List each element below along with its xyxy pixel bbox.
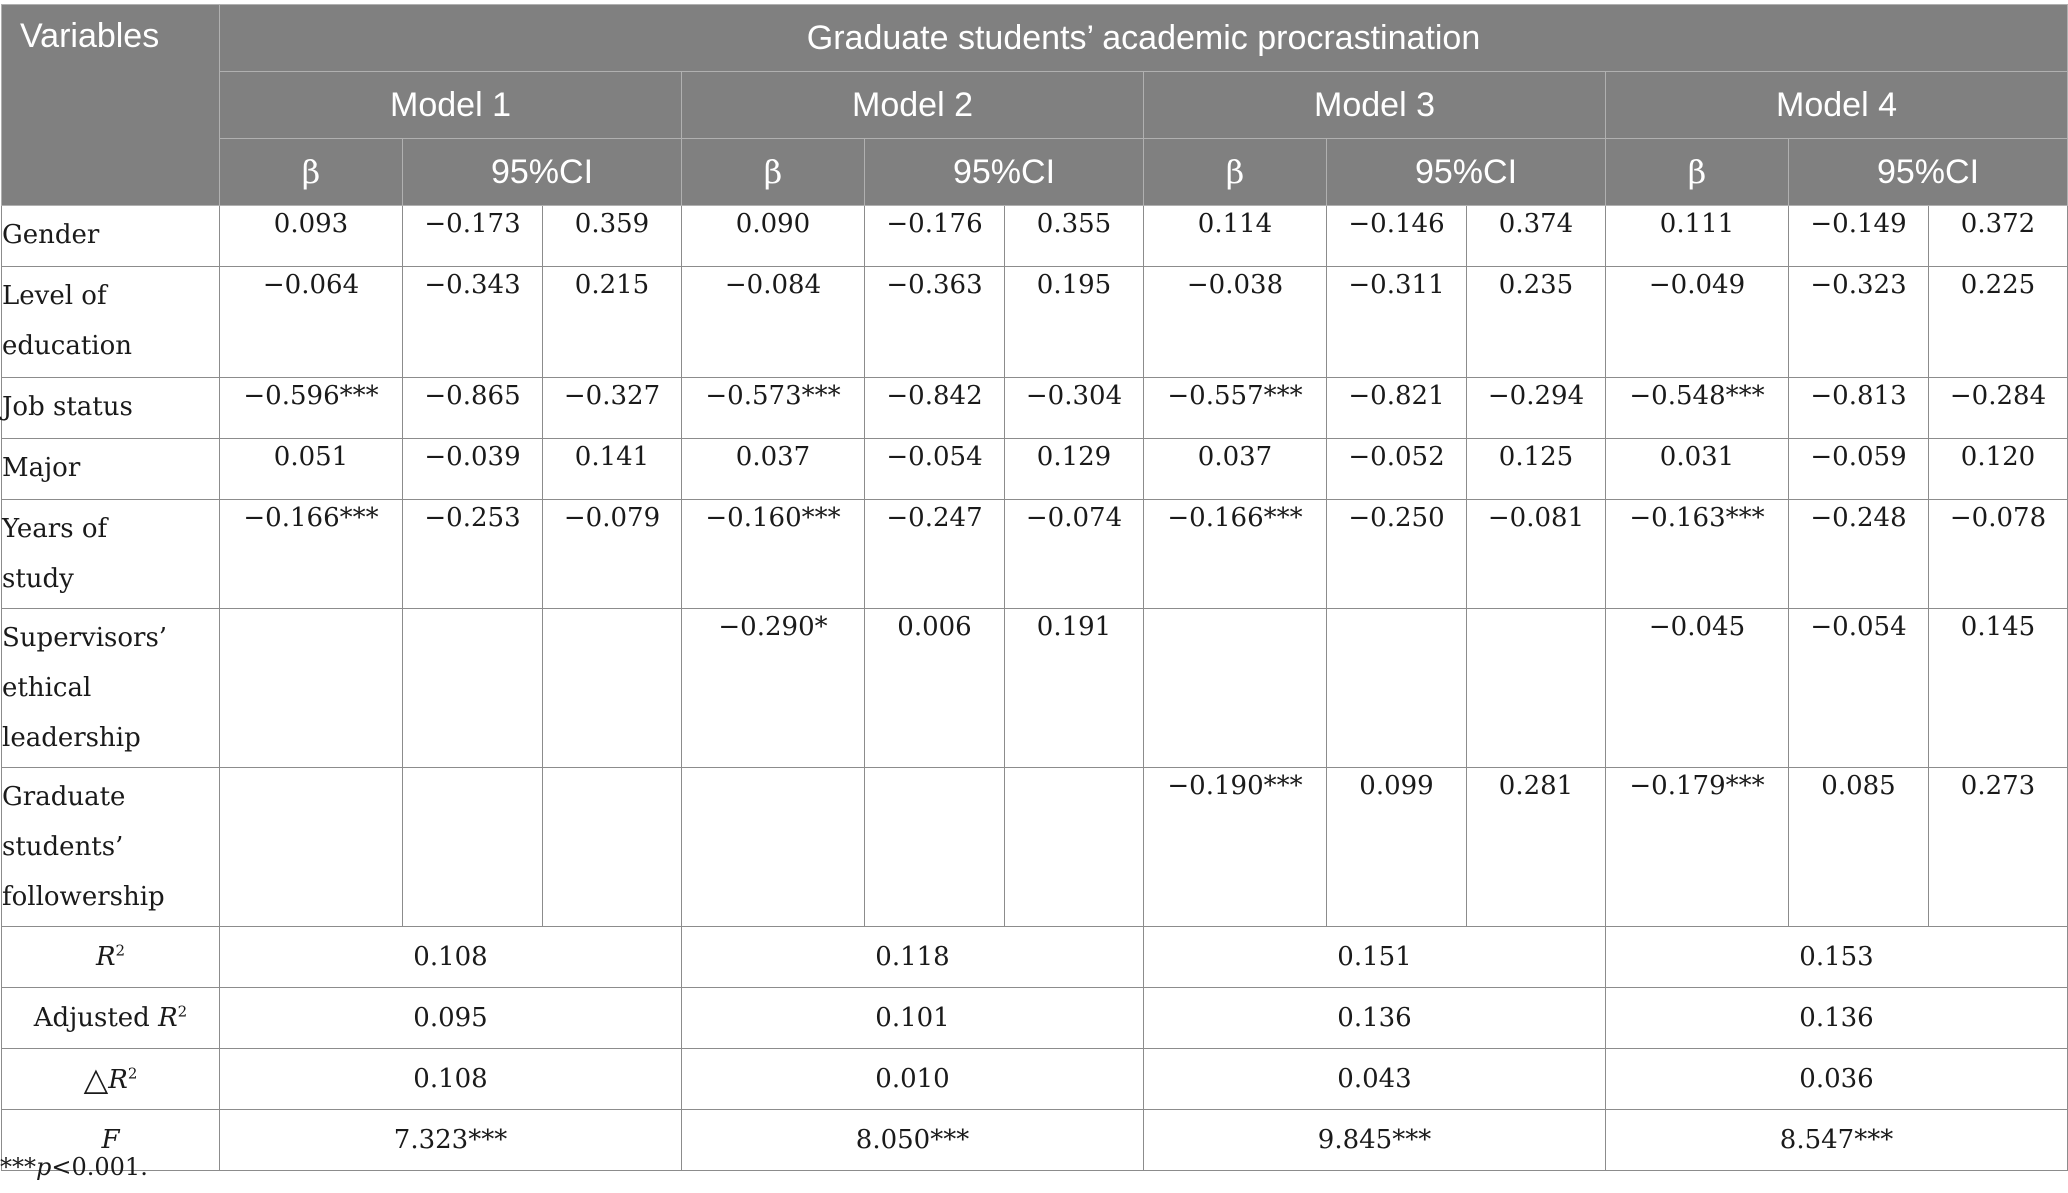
model-header: Model 3 [1144, 72, 1606, 139]
table-cell: −0.813 [1789, 378, 1929, 439]
table-cell: −0.363 [865, 267, 1005, 378]
table-cell: −0.248 [1789, 500, 1929, 609]
stat-cell: 0.108 [220, 927, 682, 988]
table-cell: −0.039 [403, 439, 543, 500]
table-cell [403, 609, 543, 768]
table-cell: 0.355 [1005, 206, 1144, 267]
table-cell: 0.235 [1467, 267, 1606, 378]
row-label: Gender [2, 206, 220, 267]
stat-cell: 0.136 [1606, 988, 2068, 1049]
table-cell: −0.052 [1327, 439, 1467, 500]
table-cell [1144, 609, 1327, 768]
table-cell: −0.081 [1467, 500, 1606, 609]
table-cell: −0.166*** [220, 500, 403, 609]
table-cell [1467, 609, 1606, 768]
table-cell: −0.573*** [682, 378, 865, 439]
table-row [2, 378, 2068, 439]
r2-row [2, 927, 2068, 988]
stat-cell: 8.050*** [682, 1110, 1144, 1171]
stat-cell: 0.043 [1144, 1049, 1606, 1110]
table-cell: −0.146 [1327, 206, 1467, 267]
table-cell: −0.054 [865, 439, 1005, 500]
table-row [2, 267, 2068, 378]
table-cell: 0.141 [543, 439, 682, 500]
table-row [2, 768, 2068, 927]
table-cell [543, 768, 682, 927]
table-cell: −0.078 [1929, 500, 2068, 609]
table-cell [403, 768, 543, 927]
table-cell: −0.323 [1789, 267, 1929, 378]
table-cell: −0.190*** [1144, 768, 1327, 927]
table-cell: −0.247 [865, 500, 1005, 609]
table-cell [1327, 609, 1467, 768]
table-cell: −0.311 [1327, 267, 1467, 378]
beta-header: β [682, 139, 865, 206]
row-label: Major [2, 439, 220, 500]
table-footnote: ***p<0.001. [0, 1153, 148, 1181]
table-cell: −0.290* [682, 609, 865, 768]
table-cell: 0.215 [543, 267, 682, 378]
row-label: Level of education [2, 267, 220, 378]
stat-cell: 0.153 [1606, 927, 2068, 988]
table-cell: 0.031 [1606, 439, 1789, 500]
table-cell: 0.051 [220, 439, 403, 500]
table-cell: −0.821 [1327, 378, 1467, 439]
table-cell: −0.059 [1789, 439, 1929, 500]
table-row [2, 500, 2068, 609]
table-cell: 0.006 [865, 609, 1005, 768]
table-cell [220, 609, 403, 768]
table-cell: −0.253 [403, 500, 543, 609]
stat-cell: 0.036 [1606, 1049, 2068, 1110]
table-cell: −0.084 [682, 267, 865, 378]
adjusted-r2-row [2, 988, 2068, 1049]
table-cell: −0.294 [1467, 378, 1606, 439]
table-cell: −0.176 [865, 206, 1005, 267]
model-header: Model 1 [220, 72, 682, 139]
r2-label: $R^2$ [2, 927, 220, 988]
stat-cell: 0.151 [1144, 927, 1606, 988]
table-cell: −0.163*** [1606, 500, 1789, 609]
table-row [2, 609, 2068, 768]
stat-cell: 0.136 [1144, 988, 1606, 1049]
table-cell: −0.327 [543, 378, 682, 439]
table-cell: 0.225 [1929, 267, 2068, 378]
stat-cell: 7.323*** [220, 1110, 682, 1171]
table-cell: 0.191 [1005, 609, 1144, 768]
f-row [2, 1110, 2068, 1171]
stat-cell: 0.101 [682, 988, 1144, 1049]
dependent-variable-header: Graduate students’ academic procrastination [220, 5, 2068, 72]
table-row [2, 206, 2068, 267]
table-cell [220, 768, 403, 927]
stat-cell: 9.845*** [1144, 1110, 1606, 1171]
stat-cell: 0.095 [220, 988, 682, 1049]
stat-cell: 0.010 [682, 1049, 1144, 1110]
stat-cell: 0.108 [220, 1049, 682, 1110]
beta-header: β [1144, 139, 1327, 206]
table-cell: −0.045 [1606, 609, 1789, 768]
table-cell: −0.149 [1789, 206, 1929, 267]
table-cell: −0.160*** [682, 500, 865, 609]
table-cell: 0.374 [1467, 206, 1606, 267]
table-cell: 0.114 [1144, 206, 1327, 267]
table-cell: −0.548*** [1606, 378, 1789, 439]
table-cell: −0.173 [403, 206, 543, 267]
row-label: Job status [2, 378, 220, 439]
row-label: Supervisors’ ethical leadership [2, 609, 220, 768]
table-cell: 0.090 [682, 206, 865, 267]
table-cell: −0.343 [403, 267, 543, 378]
ci-header: 95%CI [1327, 139, 1606, 206]
row-label: Years of study [2, 500, 220, 609]
table-cell: 0.099 [1327, 768, 1467, 927]
stat-cell: 0.118 [682, 927, 1144, 988]
beta-header: β [1606, 139, 1789, 206]
table-cell: 0.037 [1144, 439, 1327, 500]
table-cell: 0.111 [1606, 206, 1789, 267]
ci-header: 95%CI [403, 139, 682, 206]
table-cell: 0.359 [543, 206, 682, 267]
table-cell: −0.179*** [1606, 768, 1789, 927]
table-cell: −0.865 [403, 378, 543, 439]
table-cell: 0.372 [1929, 206, 2068, 267]
table-cell: −0.074 [1005, 500, 1144, 609]
ci-header: 95%CI [865, 139, 1144, 206]
table-cell [1005, 768, 1144, 927]
delta-triangle-icon: △ [83, 1059, 109, 1098]
table-cell [865, 768, 1005, 927]
table-cell: −0.054 [1789, 609, 1929, 768]
table-cell: −0.284 [1929, 378, 2068, 439]
f-label: F [2, 1110, 220, 1171]
table-cell: 0.125 [1467, 439, 1606, 500]
table-cell: 0.145 [1929, 609, 2068, 768]
table-row [2, 439, 2068, 500]
table-cell: 0.093 [220, 206, 403, 267]
ci-header: 95%CI [1789, 139, 2068, 206]
table-cell: 0.273 [1929, 768, 2068, 927]
table-cell: 0.129 [1005, 439, 1144, 500]
table-cell: −0.049 [1606, 267, 1789, 378]
beta-header: β [220, 139, 403, 206]
stat-cell: 8.547*** [1606, 1110, 2068, 1171]
table-cell: 0.120 [1929, 439, 2068, 500]
table-cell: 0.281 [1467, 768, 1606, 927]
model-header: Model 4 [1606, 72, 2068, 139]
regression-table [1, 4, 2068, 1171]
delta-r2-row [2, 1049, 2068, 1110]
adjusted-r2-label: Adjusted $R^2$ [2, 988, 220, 1049]
table-cell [543, 609, 682, 768]
table-cell: −0.064 [220, 267, 403, 378]
table-cell: −0.250 [1327, 500, 1467, 609]
table-cell: −0.166*** [1144, 500, 1327, 609]
table-cell: −0.842 [865, 378, 1005, 439]
row-label: Graduate students’ followership [2, 768, 220, 927]
table-cell: −0.557*** [1144, 378, 1327, 439]
model-header: Model 2 [682, 72, 1144, 139]
table-cell: −0.304 [1005, 378, 1144, 439]
table-cell: −0.038 [1144, 267, 1327, 378]
variables-header: Variables [2, 5, 220, 206]
table-cell: 0.195 [1005, 267, 1144, 378]
table-cell: −0.079 [543, 500, 682, 609]
table-cell [682, 768, 865, 927]
table-cell: 0.037 [682, 439, 865, 500]
table-cell: 0.085 [1789, 768, 1929, 927]
table-cell: −0.596*** [220, 378, 403, 439]
delta-r2-label: $\triangle R^2$ [2, 1049, 220, 1110]
